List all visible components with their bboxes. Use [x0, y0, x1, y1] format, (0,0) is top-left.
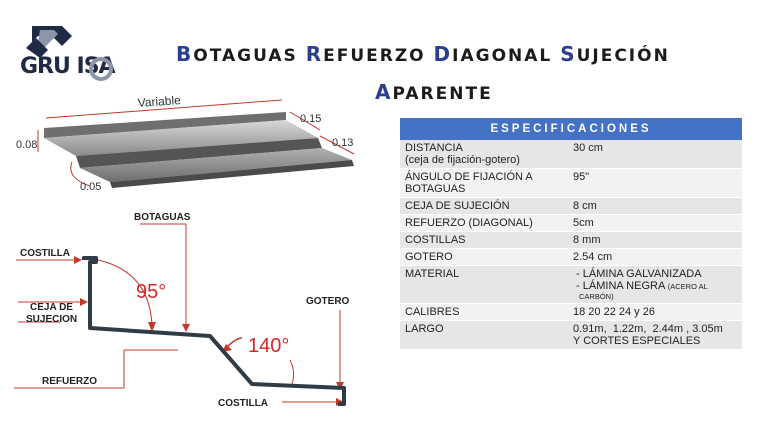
- spec-value-line2: Y CORTES ESPECIALES: [573, 335, 701, 347]
- spec-value: 2.54 cm: [565, 249, 742, 266]
- page-title-line1: [176, 42, 670, 66]
- title-word-1: OTAGUAS: [193, 46, 306, 66]
- spec-value: [565, 266, 742, 304]
- spec-value: [565, 321, 742, 350]
- dim-0-13: 0.13: [332, 137, 354, 149]
- label-gotero: GOTERO: [306, 296, 350, 307]
- spec-value-line1: 0.91m, 1.22m, 2.44m , 3.05m: [573, 323, 723, 335]
- angle-95: 95°: [136, 281, 167, 303]
- spec-value-line3: CARBÓN): [579, 292, 614, 301]
- spec-key: COSTILLAS: [400, 232, 565, 249]
- spec-key: [400, 169, 565, 198]
- spec-value-line2-main: - LÁMINA NEGRA: [573, 280, 668, 292]
- product-3d-drawing: [0, 90, 390, 210]
- spec-key-line2: BOTAGUAS: [405, 183, 466, 195]
- label-refuerzo: REFUERZO: [42, 376, 97, 387]
- spec-value-line2-small: (ACERO AL: [667, 282, 708, 291]
- table-row: [400, 249, 742, 266]
- table-row: [400, 198, 742, 215]
- spec-value: 30 cm: [565, 140, 742, 169]
- spec-header: ESPECIFICACIONES: [400, 118, 742, 140]
- specifications-table: [400, 118, 742, 350]
- spec-key: GOTERO: [400, 249, 565, 266]
- title-word-5: PARENTE: [392, 84, 493, 104]
- table-row: [400, 321, 742, 350]
- dim-0-08: 0.08: [16, 139, 38, 151]
- title-word-2: EFUERZO: [323, 46, 434, 66]
- dim-0-15: 0.15: [300, 113, 322, 125]
- label-botaguas: BOTAGUAS: [134, 212, 191, 223]
- title-word-4: UJECIÓN: [576, 46, 670, 66]
- spec-key: CEJA DE SUJECIÓN: [400, 198, 565, 215]
- spec-key: MATERIAL: [400, 266, 565, 304]
- spec-value: 18 20 22 24 y 26: [565, 304, 742, 321]
- title-cap-s: S: [560, 42, 577, 66]
- spec-key: REFUERZO (DIAGONAL): [400, 215, 565, 232]
- logo-text: GRU ISA: [20, 54, 115, 79]
- logo-p-icon: [89, 57, 113, 81]
- spec-key: CALIBRES: [400, 304, 565, 321]
- label-costilla-bottom: COSTILLA: [218, 398, 268, 409]
- spec-value-line1: - LÁMINA GALVANIZADA: [573, 268, 702, 280]
- logo: [18, 22, 158, 84]
- title-cap-r: R: [305, 42, 324, 66]
- spec-key-line1: ÁNGULO DE FIJACIÓN A: [405, 171, 533, 183]
- dim-0-05: 0.05: [80, 181, 102, 193]
- angle-140: 140°: [248, 335, 290, 357]
- title-cap-d: D: [433, 42, 453, 66]
- spec-key: [400, 140, 565, 169]
- spec-value: 8 mm: [565, 232, 742, 249]
- table-row: [400, 232, 742, 249]
- title-word-3: IAGONAL: [452, 46, 561, 66]
- table-row: [400, 140, 742, 169]
- page-title-line2: [375, 80, 493, 104]
- table-row: [400, 215, 742, 232]
- spec-header-row: [400, 118, 742, 140]
- spec-value-line2: [573, 280, 737, 292]
- spec-key-line1: DISTANCIA: [405, 142, 463, 154]
- table-row: [400, 169, 742, 198]
- spec-value: 8 cm: [565, 198, 742, 215]
- label-ceja-1: CEJA DE: [30, 302, 73, 313]
- table-row: [400, 266, 742, 304]
- label-ceja-2: SUJECION: [26, 314, 78, 325]
- title-cap-a: A: [375, 80, 393, 104]
- spec-value: 95": [565, 169, 742, 198]
- spec-key-line2: (ceja de fijación-gotero): [405, 154, 520, 166]
- table-row: [400, 304, 742, 321]
- profile-drawing: [0, 200, 390, 439]
- title-cap-b: B: [176, 42, 194, 66]
- spec-key: LARGO: [400, 321, 565, 350]
- dim-variable: Variable: [137, 93, 182, 110]
- label-costilla-top: COSTILLA: [20, 248, 70, 259]
- spec-value: 5cm: [565, 215, 742, 232]
